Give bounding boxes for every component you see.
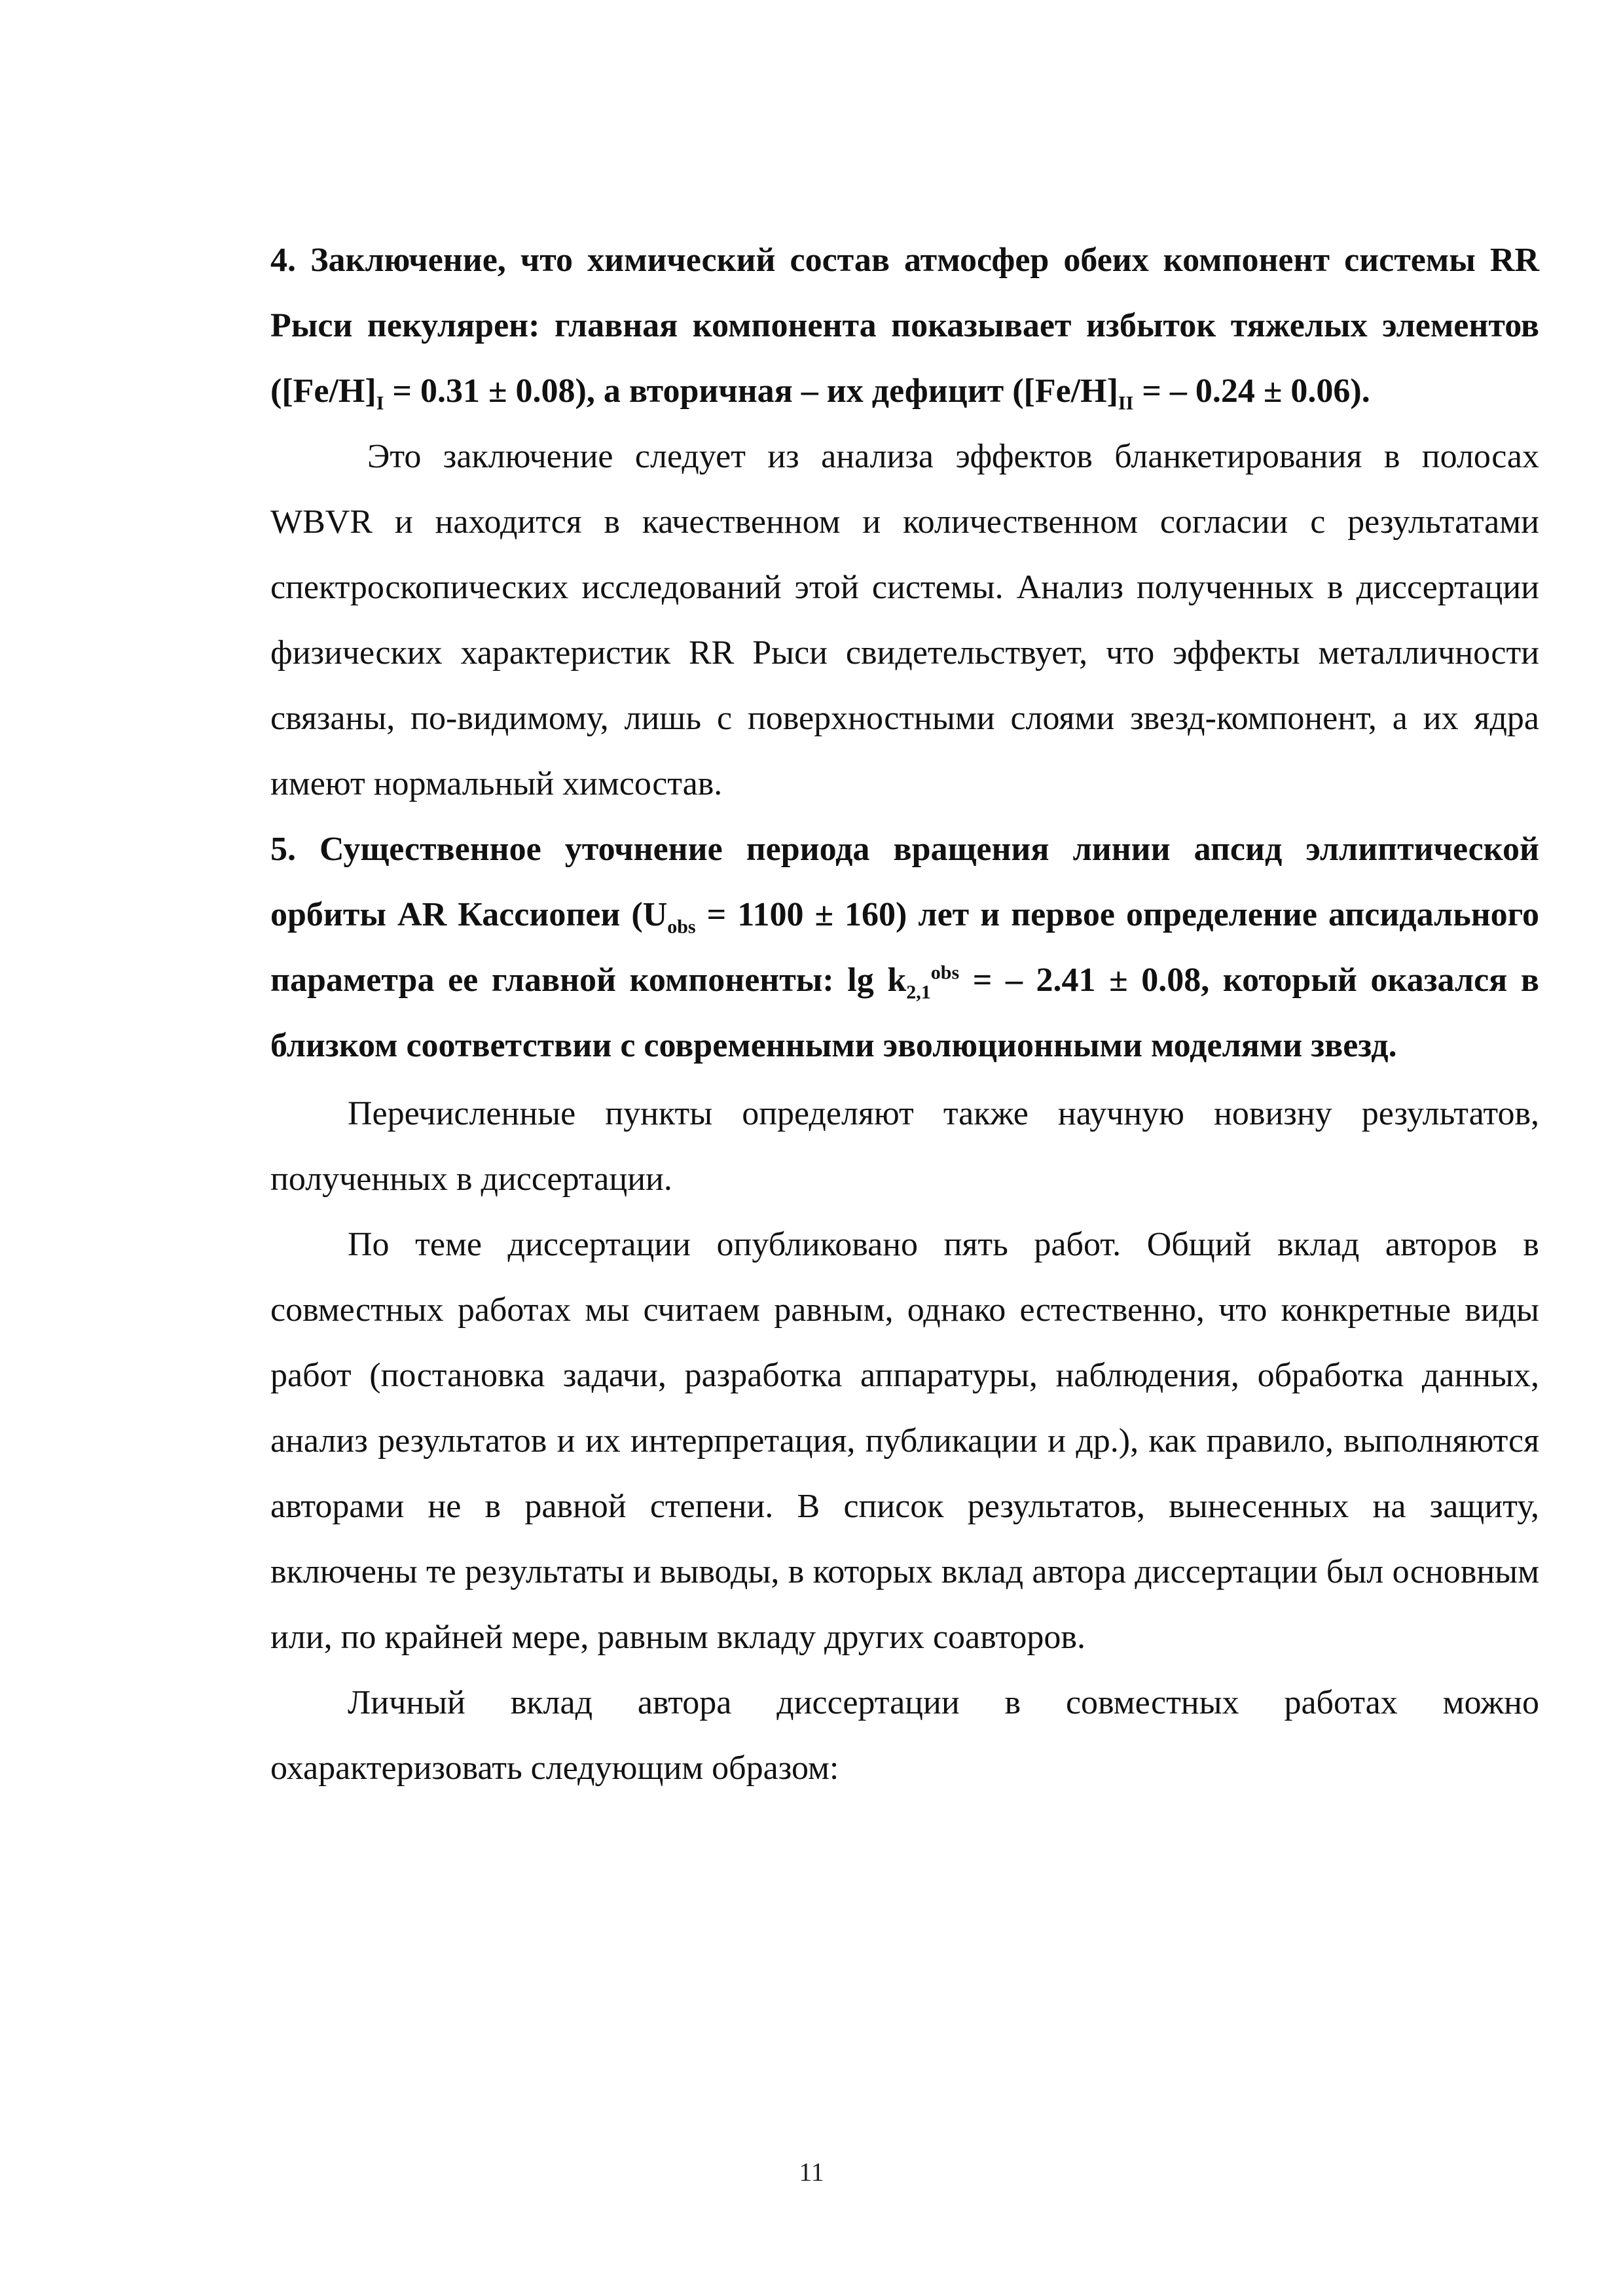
subscript-ii: II: [1118, 392, 1134, 414]
page-content: [270, 228, 1539, 1801]
paragraph-novelty: Перечисленные пункты определяют также научную новизну результатов, полученных в диссертации.: [270, 1095, 1539, 1198]
page-number: 11: [799, 2157, 824, 2187]
result-item-4-text-3: = – 0.24 ± 0.06).: [1133, 372, 1370, 410]
superscript-obs: obs: [930, 961, 960, 984]
subscript-obs: obs: [667, 916, 696, 938]
result-item-5-text-2: = 1100 ± 160) лет и первое определение апсидального параметра ее главной компоненты: lg k: [270, 896, 1540, 999]
paragraph-publications: По теме диссертации опубликовано пять работ. Общий вклад авторов в совместных работах мы считаем равным, однако естественно, что конкретные виды работ (постановка задачи, разработка аппаратуры, наблюдения, обработка данных, анализ результатов и их интерпретация, публикации и др.), как правило, выполняются авторами не в равной степени. В список результатов, вынесенных на защиту, включены те результаты и выводы, в которых вклад автора диссертации был основным или, по крайней мере, равным вкладу других соавторов.: [270, 1226, 1539, 1656]
result-item-5-text-1: 5. Существенное уточнение периода вращения линии апсид эллиптической орбиты AR Кассиопеи (U: [270, 831, 1539, 933]
subscript-i: I: [376, 392, 384, 414]
result-item-4-text-2: = 0.31 ± 0.08), а вторичная – их дефицит ([Fe/H]: [384, 372, 1118, 410]
result-item-4: [270, 228, 1539, 424]
result-item-4-text-1: 4. Заключение, что химический состав атмосфер обеих компонент системы RR Рыси пекулярен: главная компонента показывает избыток тяжелых элементов ([Fe/H]: [270, 242, 1539, 410]
subscript-2-1: 2,1: [906, 981, 931, 1003]
result-item-5: [270, 817, 1539, 1079]
paragraph-personal-contribution: Личный вклад автора диссертации в совместных работах можно охарактеризовать следующим образом:: [270, 1684, 1539, 1787]
paragraph-conclusion: Это заключение следует из анализа эффектов бланкетирования в полосах WBVR и находится в качественном и количественном согласии с результатами спектроскопических исследований этой системы. Анализ полученных в диссертации физических характеристик RR Рыси свидетельствует, что эффекты металличности связаны, по-видимому, лишь с поверхностными слоями звезд-компонент, а их ядра имеют нормальный химсостав.: [270, 438, 1539, 802]
result-item-5-text-3: = – 2.41 ± 0.08, который оказался в близком соответствии с современными эволюционными моделями звезд.: [270, 961, 1539, 1064]
